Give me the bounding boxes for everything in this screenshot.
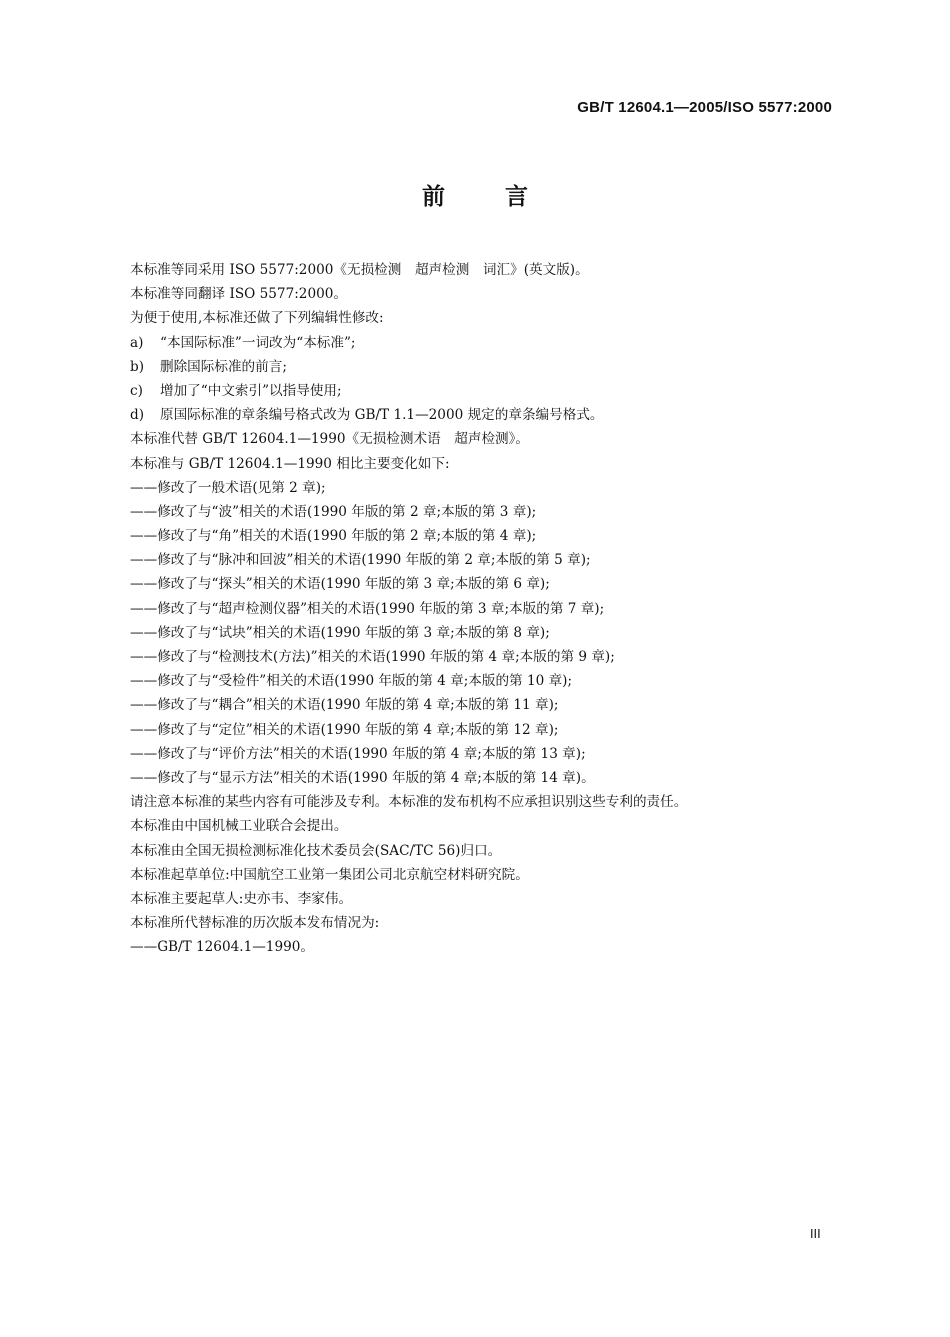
paragraph: 本标准由全国无损检测标准化技术委员会(SAC/TC 56)归口。 xyxy=(130,842,502,859)
paragraph: 本标准等同翻译 ISO 5577:2000。 xyxy=(130,286,347,303)
page-number: III xyxy=(810,1227,821,1241)
list-item-label: d) xyxy=(130,407,145,424)
paragraph: 本标准由中国机械工业联合会提出。 xyxy=(130,818,348,835)
paragraph: 本标准代替 GB/T 12604.1—1990《无损检测术语 超声检测》。 xyxy=(130,431,530,448)
change-item: ——修改了与“角”相关的术语(1990 年版的第 2 章;本版的第 4 章); xyxy=(130,528,537,545)
list-item xyxy=(130,379,830,403)
page-title-part1: 前 xyxy=(422,184,445,210)
change-item: ——修改了与“检测技术(方法)”相关的术语(1990 年版的第 4 章;本版的第 9 章); xyxy=(130,649,615,665)
change-item: ——修改了与“脉冲和回波”相关的术语(1990 年版的第 2 章;本版的第 5 章); xyxy=(130,552,591,569)
list-item xyxy=(130,331,830,355)
list-item-text: 原国际标准的章条编号格式改为 GB/T 1.1—2000 规定的章条编号格式。 xyxy=(160,407,604,424)
paragraph: ——GB/T 12604.1—1990。 xyxy=(130,939,315,956)
list-item xyxy=(130,355,830,379)
paragraph: 本标准所代替标准的历次版本发布情况为: xyxy=(130,915,380,932)
paragraph: 请注意本标准的某些内容有可能涉及专利。本标准的发布机构不应承担识别这些专利的责任。 xyxy=(130,794,688,811)
change-item: ——修改了与“耦合”相关的术语(1990 年版的第 4 章;本版的第 11 章); xyxy=(130,697,559,714)
change-item: ——修改了一般术语(见第 2 章); xyxy=(130,479,326,496)
change-item: ——修改了与“波”相关的术语(1990 年版的第 2 章;本版的第 3 章); xyxy=(130,503,537,520)
change-item: ——修改了与“显示方法”相关的术语(1990 年版的第 4 章;本版的第 14 章)。 xyxy=(130,769,595,786)
paragraph: 本标准等同采用 ISO 5577:2000《无损检测 超声检测 词汇》(英文版)。 xyxy=(130,262,589,278)
change-item: ——修改了与“探头”相关的术语(1990 年版的第 3 章;本版的第 6 章); xyxy=(130,576,550,593)
foreword-body xyxy=(130,258,830,959)
change-item: ——修改了与“试块”相关的术语(1990 年版的第 3 章;本版的第 8 章); xyxy=(130,624,550,641)
paragraph: 为便于使用,本标准还做了下列编辑性修改: xyxy=(130,310,384,327)
list-item-text: “本国际标准”一词改为“本标准”; xyxy=(160,334,356,351)
list-item xyxy=(130,403,830,427)
change-item: ——修改了与“定位”相关的术语(1990 年版的第 4 章;本版的第 12 章); xyxy=(130,721,559,738)
list-item-text: 增加了“中文索引”以指导使用; xyxy=(160,382,342,399)
page-title xyxy=(0,178,950,211)
paragraph: 本标准主要起草人:史亦韦、李家伟。 xyxy=(130,890,353,907)
change-item: ——修改了与“受检件”相关的术语(1990 年版的第 4 章;本版的第 10 章); xyxy=(130,673,573,690)
list-item-text: 删除国际标准的前言; xyxy=(160,358,287,375)
change-item: ——修改了与“超声检测仪器”相关的术语(1990 年版的第 3 章;本版的第 7 章); xyxy=(130,600,605,617)
standard-code-header: GB/T 12604.1—2005/ISO 5577:2000 xyxy=(577,99,832,116)
paragraph: 本标准与 GB/T 12604.1—1990 相比主要变化如下: xyxy=(130,455,450,472)
page-title-part2: 言 xyxy=(505,184,528,210)
list-item-label: a) xyxy=(130,334,144,351)
change-item: ——修改了与“评价方法”相关的术语(1990 年版的第 4 章;本版的第 13 章); xyxy=(130,745,586,762)
list-item-label: c) xyxy=(130,382,143,399)
list-item-label: b) xyxy=(130,358,145,375)
paragraph: 本标准起草单位:中国航空工业第一集团公司北京航空材料研究院。 xyxy=(130,866,529,883)
